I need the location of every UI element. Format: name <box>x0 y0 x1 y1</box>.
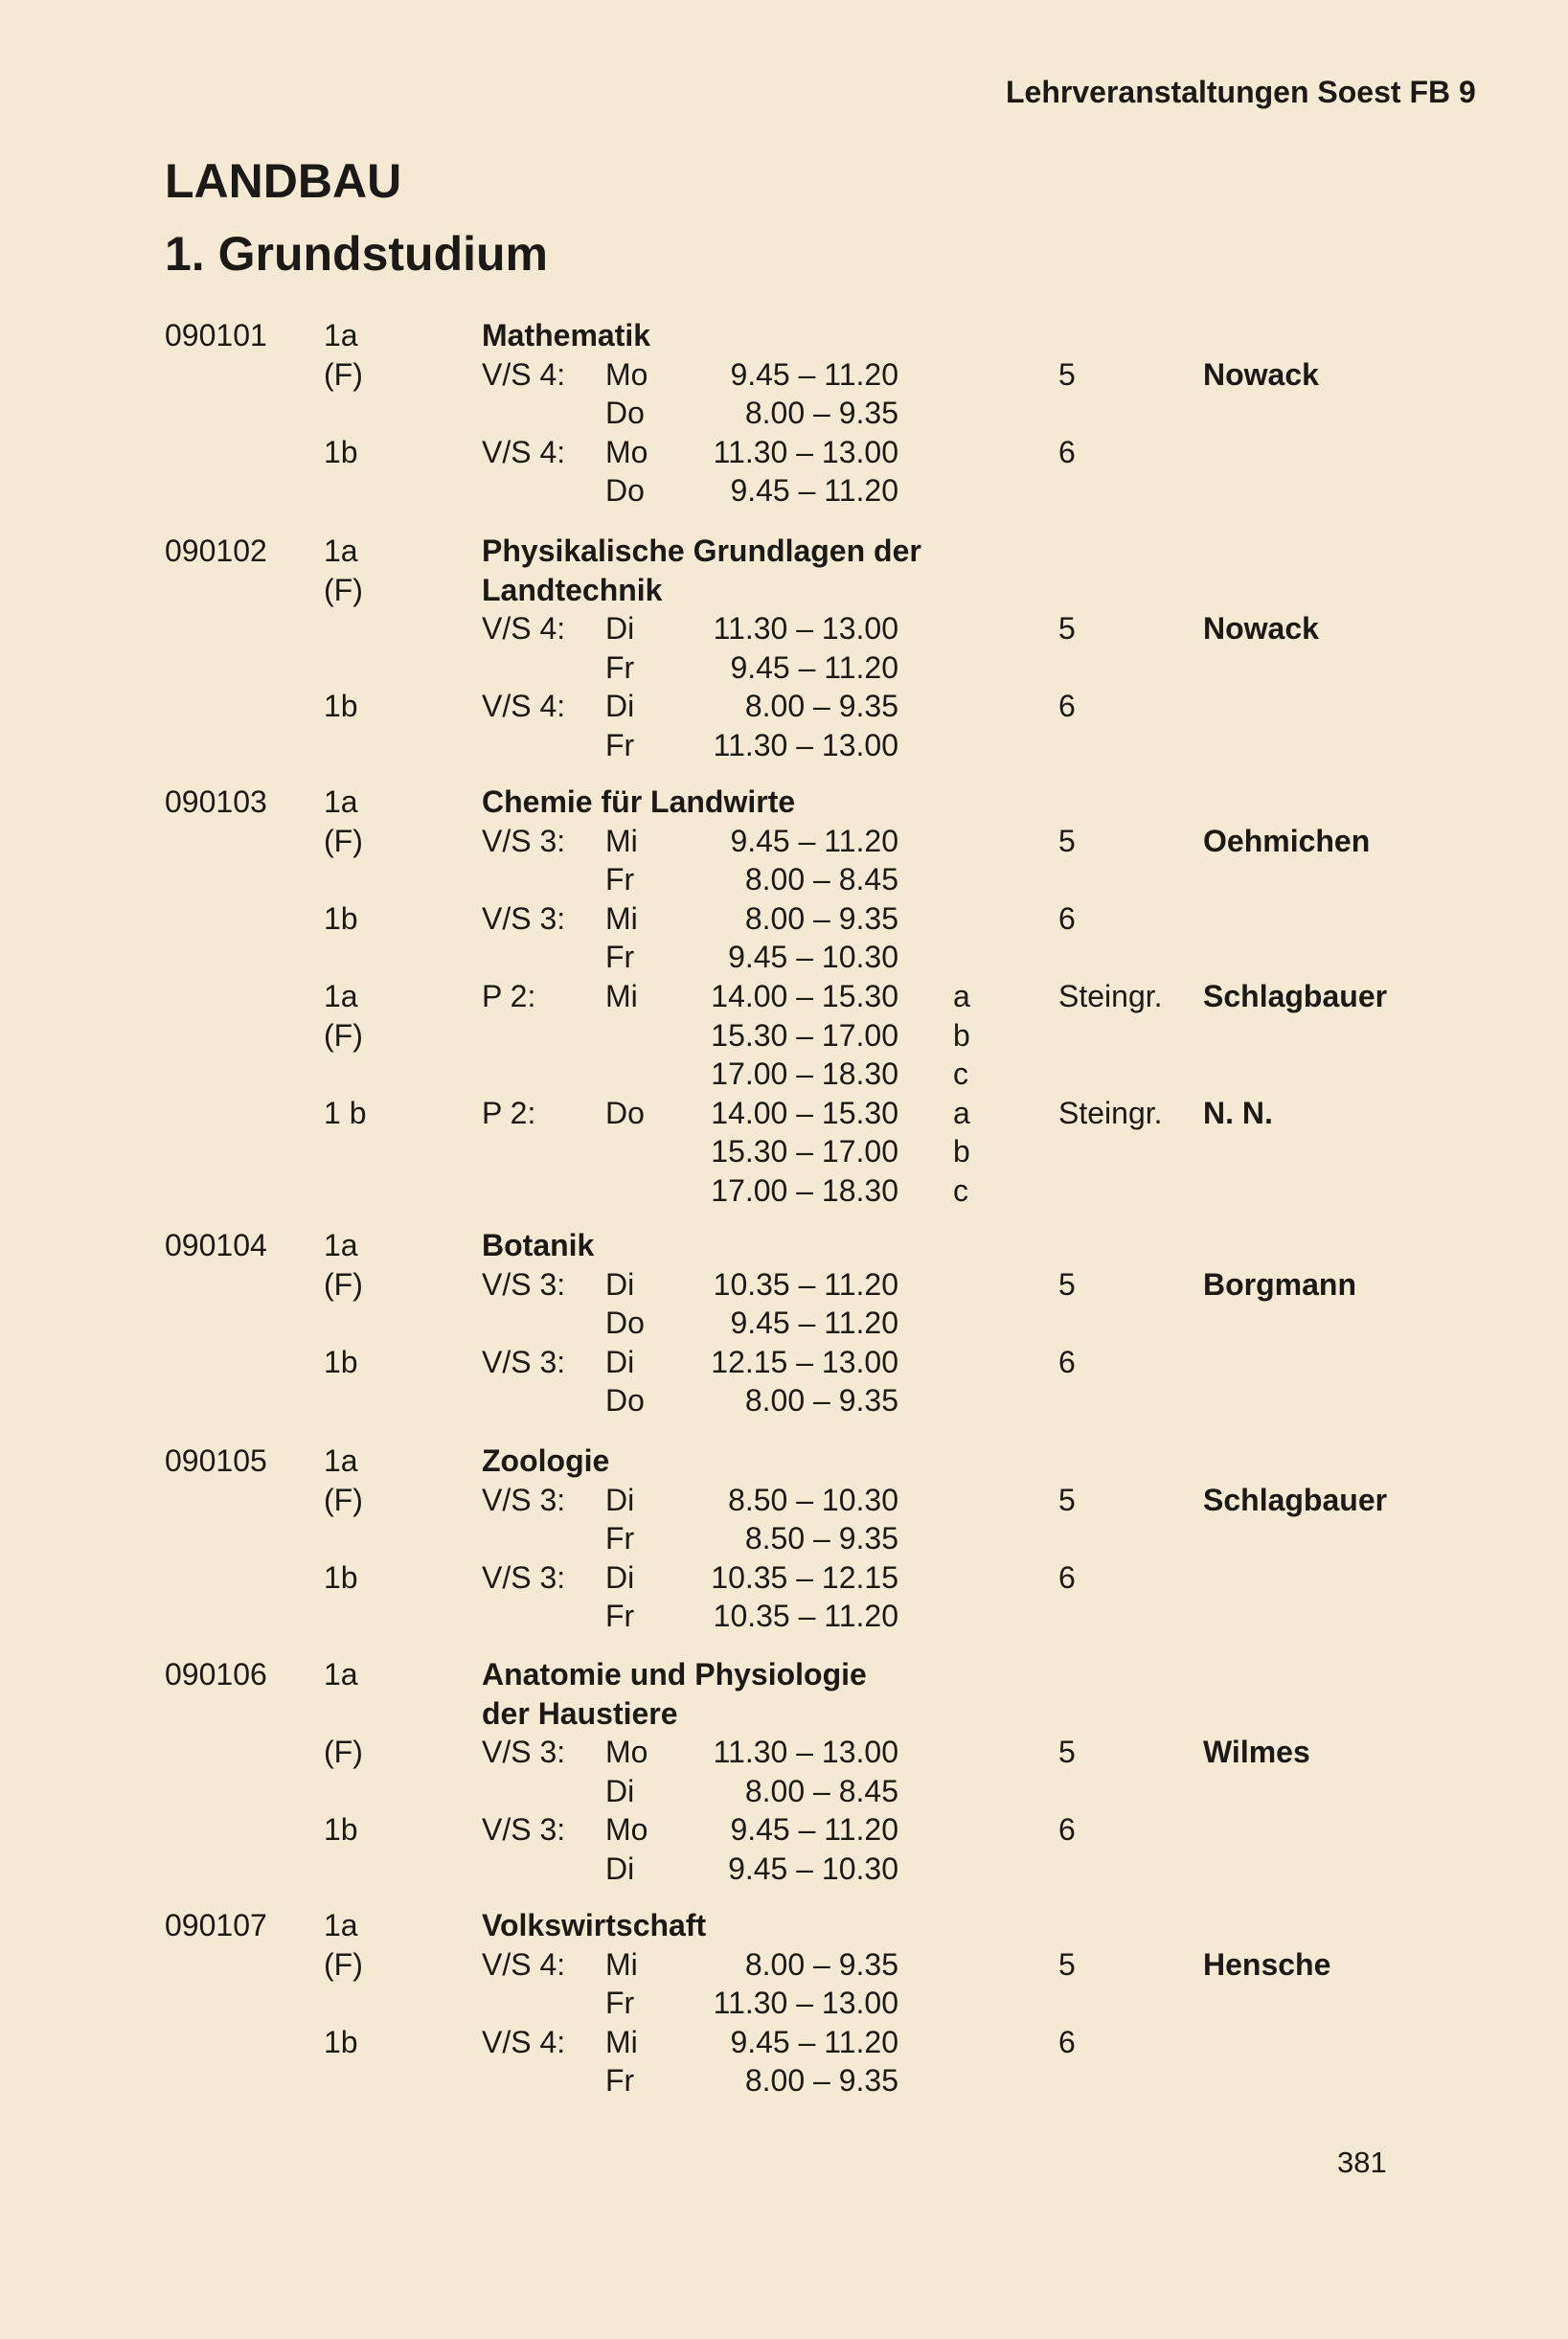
time-range: 11.30 – 13.00 <box>713 435 898 469</box>
group-label: 1b <box>324 1812 358 1847</box>
time-range: 9.45 – 11.20 <box>730 824 898 858</box>
slot-letter: a <box>953 979 970 1013</box>
group-label: 1b <box>324 689 358 723</box>
weekday: Fr <box>605 1521 635 1556</box>
lecturer-name: Schlagbauer <box>1203 979 1388 1013</box>
weekday: Mi <box>605 824 638 858</box>
schedule-row <box>0 1265 1568 1304</box>
schedule-row <box>0 899 1568 938</box>
schedule-row <box>0 938 1568 976</box>
course-form: V/S 3: <box>482 1345 566 1379</box>
weekday: Do <box>605 1096 645 1130</box>
schedule-row <box>0 1343 1568 1381</box>
course-code: 090106 <box>165 1657 267 1692</box>
course-form: V/S 4: <box>482 689 566 723</box>
weekday: Fr <box>605 2063 635 2098</box>
time-range: 8.50 – 10.30 <box>728 1483 898 1517</box>
running-header: Lehrveranstaltungen Soest FB 9 <box>1006 75 1476 109</box>
course-form: V/S 3: <box>482 824 566 858</box>
schedule-row <box>0 860 1568 898</box>
schedule-row <box>0 2061 1568 2100</box>
weekday: Fr <box>605 940 635 974</box>
time-range: 9.45 – 11.20 <box>730 1306 898 1340</box>
course-form: V/S 4: <box>482 2025 566 2059</box>
schedule-row <box>0 1381 1568 1419</box>
schedule-row <box>0 316 1568 354</box>
time-range: 9.45 – 11.20 <box>730 2025 898 2059</box>
time-range: 8.50 – 9.35 <box>744 1521 898 1556</box>
page-title: LANDBAU <box>165 154 402 208</box>
time-range: 17.00 – 18.30 <box>711 1056 898 1091</box>
weekday: Fr <box>605 1599 635 1633</box>
group-label: (F) <box>324 357 363 392</box>
group-label: 1b <box>324 1345 358 1379</box>
schedule-row <box>0 355 1568 394</box>
course-code: 090101 <box>165 318 267 352</box>
schedule-row <box>0 1226 1568 1264</box>
course-title: Volkswirtschaft <box>482 1908 707 1942</box>
course-code: 090107 <box>165 1908 267 1942</box>
schedule-row <box>0 783 1568 821</box>
schedule-row <box>0 1481 1568 1519</box>
schedule-row <box>0 1945 1568 1984</box>
weekday: Do <box>605 473 645 508</box>
course-form: P 2: <box>482 979 536 1013</box>
lecturer-name: Nowack <box>1203 611 1319 646</box>
lecturer-name: Schlagbauer <box>1203 1483 1388 1517</box>
course-title: Zoologie <box>482 1443 610 1478</box>
schedule-row <box>0 1906 1568 1944</box>
course-title: Landtechnik <box>482 573 663 607</box>
lecturer-name: Hensche <box>1203 1947 1331 1982</box>
course-form: V/S 3: <box>482 1560 566 1595</box>
time-range: 9.45 – 10.30 <box>728 940 898 974</box>
course-form: V/S 4: <box>482 357 566 392</box>
schedule-row <box>0 1519 1568 1557</box>
weekday: Do <box>605 1383 645 1418</box>
weekday: Mi <box>605 1947 638 1982</box>
schedule-row <box>0 394 1568 432</box>
group-label: 1a <box>324 1657 358 1692</box>
schedule-row <box>0 1655 1568 1693</box>
weekday: Di <box>605 689 635 723</box>
time-range: 11.30 – 13.00 <box>713 728 898 762</box>
time-range: 14.00 – 15.30 <box>711 1096 898 1130</box>
weekday: Mo <box>605 1812 648 1847</box>
schedule-row <box>0 471 1568 510</box>
lecturer-name: Oehmichen <box>1203 824 1371 858</box>
time-range: 8.00 – 9.35 <box>744 901 898 936</box>
group-label: 1a <box>324 1443 358 1478</box>
semester-or-room: 6 <box>1058 435 1076 469</box>
schedule-row <box>0 532 1568 570</box>
group-label: 1 b <box>324 1096 367 1130</box>
schedule-row <box>0 571 1568 609</box>
group-label: (F) <box>324 1018 363 1053</box>
semester-or-room: 6 <box>1058 2025 1076 2059</box>
lecturer-name: N. N. <box>1203 1096 1273 1130</box>
group-label: 1a <box>324 784 358 819</box>
group-label: 1b <box>324 901 358 936</box>
schedule-row <box>0 1772 1568 1810</box>
course-title: der Haustiere <box>482 1696 678 1731</box>
group-label: (F) <box>324 1483 363 1517</box>
semester-or-room: 5 <box>1058 611 1076 646</box>
group-label: 1a <box>324 534 358 568</box>
weekday: Fr <box>605 728 635 762</box>
weekday: Mo <box>605 1735 648 1769</box>
semester-or-room: 6 <box>1058 1812 1076 1847</box>
time-range: 8.00 – 8.45 <box>744 1774 898 1808</box>
schedule-row <box>0 1597 1568 1635</box>
semester-or-room: 5 <box>1058 1947 1076 1982</box>
time-range: 9.45 – 10.30 <box>728 1851 898 1886</box>
time-range: 10.35 – 12.15 <box>711 1560 898 1595</box>
schedule-row <box>0 1055 1568 1093</box>
semester-or-room: 6 <box>1058 1345 1076 1379</box>
course-form: V/S 3: <box>482 1812 566 1847</box>
time-range: 10.35 – 11.20 <box>713 1267 898 1302</box>
slot-letter: c <box>953 1056 968 1091</box>
time-range: 8.00 – 9.35 <box>744 396 898 430</box>
course-code: 090105 <box>165 1443 267 1478</box>
course-form: V/S 3: <box>482 1267 566 1302</box>
lecturer-name: Nowack <box>1203 357 1319 392</box>
group-label: 1a <box>324 318 358 352</box>
weekday: Fr <box>605 1986 635 2020</box>
schedule-row <box>0 687 1568 725</box>
weekday: Do <box>605 1306 645 1340</box>
weekday: Di <box>605 611 635 646</box>
weekday: Di <box>605 1851 635 1886</box>
semester-or-room: 5 <box>1058 1483 1076 1517</box>
slot-letter: a <box>953 1096 970 1130</box>
course-title: Mathematik <box>482 318 651 352</box>
weekday: Di <box>605 1560 635 1595</box>
group-label: (F) <box>324 1267 363 1302</box>
time-range: 8.00 – 9.35 <box>744 1383 898 1418</box>
course-form: V/S 3: <box>482 901 566 936</box>
weekday: Mo <box>605 435 648 469</box>
weekday: Fr <box>605 650 635 685</box>
page-number: 381 <box>1337 2146 1387 2179</box>
semester-or-room: 5 <box>1058 824 1076 858</box>
semester-or-room: 5 <box>1058 357 1076 392</box>
time-range: 8.00 – 9.35 <box>744 1947 898 1982</box>
course-code: 090103 <box>165 784 267 819</box>
weekday: Mi <box>605 901 638 936</box>
semester-or-room: 5 <box>1058 1267 1076 1302</box>
course-form: V/S 3: <box>482 1483 566 1517</box>
semester-or-room: Steingr. <box>1058 979 1163 1013</box>
time-range: 17.00 – 18.30 <box>711 1173 898 1208</box>
schedule-row <box>0 433 1568 471</box>
schedule-row <box>0 1171 1568 1210</box>
semester-or-room: Steingr. <box>1058 1096 1163 1130</box>
group-label: (F) <box>324 1947 363 1982</box>
course-code: 090104 <box>165 1228 267 1262</box>
schedule-row <box>0 1558 1568 1597</box>
schedule-row <box>0 1694 1568 1733</box>
time-range: 9.45 – 11.20 <box>730 650 898 685</box>
course-form: V/S 4: <box>482 435 566 469</box>
group-label: (F) <box>324 824 363 858</box>
group-label: 1b <box>324 435 358 469</box>
semester-or-room: 6 <box>1058 1560 1076 1595</box>
slot-letter: b <box>953 1018 970 1053</box>
schedule-row <box>0 1442 1568 1480</box>
course-title: Physikalische Grundlagen der <box>482 534 921 568</box>
schedule-row <box>0 1733 1568 1771</box>
weekday: Di <box>605 1483 635 1517</box>
time-range: 12.15 – 13.00 <box>711 1345 898 1379</box>
course-title: Anatomie und Physiologie <box>482 1657 867 1692</box>
course-code: 090102 <box>165 534 267 568</box>
course-title: Chemie für Landwirte <box>482 784 796 819</box>
group-label: (F) <box>324 1735 363 1769</box>
course-form: V/S 3: <box>482 1735 566 1769</box>
time-range: 8.00 – 9.35 <box>744 689 898 723</box>
weekday: Do <box>605 396 645 430</box>
time-range: 11.30 – 13.00 <box>713 611 898 646</box>
semester-or-room: 6 <box>1058 901 1076 936</box>
schedule-row <box>0 977 1568 1015</box>
weekday: Di <box>605 1345 635 1379</box>
schedule-row <box>0 1016 1568 1055</box>
group-label: 1a <box>324 979 358 1013</box>
time-range: 15.30 – 17.00 <box>711 1134 898 1169</box>
schedule-row <box>0 609 1568 647</box>
course-form: V/S 4: <box>482 611 566 646</box>
time-range: 9.45 – 11.20 <box>730 473 898 508</box>
schedule-row <box>0 1304 1568 1342</box>
time-range: 8.00 – 9.35 <box>744 2063 898 2098</box>
time-range: 9.45 – 11.20 <box>730 357 898 392</box>
course-title: Botanik <box>482 1228 595 1262</box>
schedule-row <box>0 1984 1568 2022</box>
schedule-row <box>0 1132 1568 1170</box>
weekday: Mi <box>605 979 638 1013</box>
schedule-row <box>0 1094 1568 1132</box>
weekday: Mo <box>605 357 648 392</box>
schedule-row <box>0 1850 1568 1888</box>
course-form: P 2: <box>482 1096 536 1130</box>
semester-or-room: 6 <box>1058 689 1076 723</box>
slot-letter: c <box>953 1173 968 1208</box>
time-range: 9.45 – 11.20 <box>730 1812 898 1847</box>
group-label: 1a <box>324 1908 358 1942</box>
weekday: Fr <box>605 862 635 897</box>
time-range: 11.30 – 13.00 <box>713 1986 898 2020</box>
slot-letter: b <box>953 1134 970 1169</box>
group-label: 1b <box>324 1560 358 1595</box>
weekday: Di <box>605 1267 635 1302</box>
weekday: Di <box>605 1774 635 1808</box>
weekday: Mi <box>605 2025 638 2059</box>
group-label: 1b <box>324 2025 358 2059</box>
group-label: (F) <box>324 573 363 607</box>
schedule-row <box>0 822 1568 860</box>
time-range: 8.00 – 8.45 <box>744 862 898 897</box>
time-range: 15.30 – 17.00 <box>711 1018 898 1053</box>
group-label: 1a <box>324 1228 358 1262</box>
semester-or-room: 5 <box>1058 1735 1076 1769</box>
schedule-row <box>0 1810 1568 1849</box>
time-range: 14.00 – 15.30 <box>711 979 898 1013</box>
lecturer-name: Wilmes <box>1203 1735 1310 1769</box>
schedule-row <box>0 648 1568 687</box>
section-title: 1. Grundstudium <box>165 227 548 281</box>
course-form: V/S 4: <box>482 1947 566 1982</box>
time-range: 11.30 – 13.00 <box>713 1735 898 1769</box>
lecturer-name: Borgmann <box>1203 1267 1356 1302</box>
time-range: 10.35 – 11.20 <box>713 1599 898 1633</box>
schedule-row <box>0 2023 1568 2061</box>
schedule-row <box>0 726 1568 764</box>
